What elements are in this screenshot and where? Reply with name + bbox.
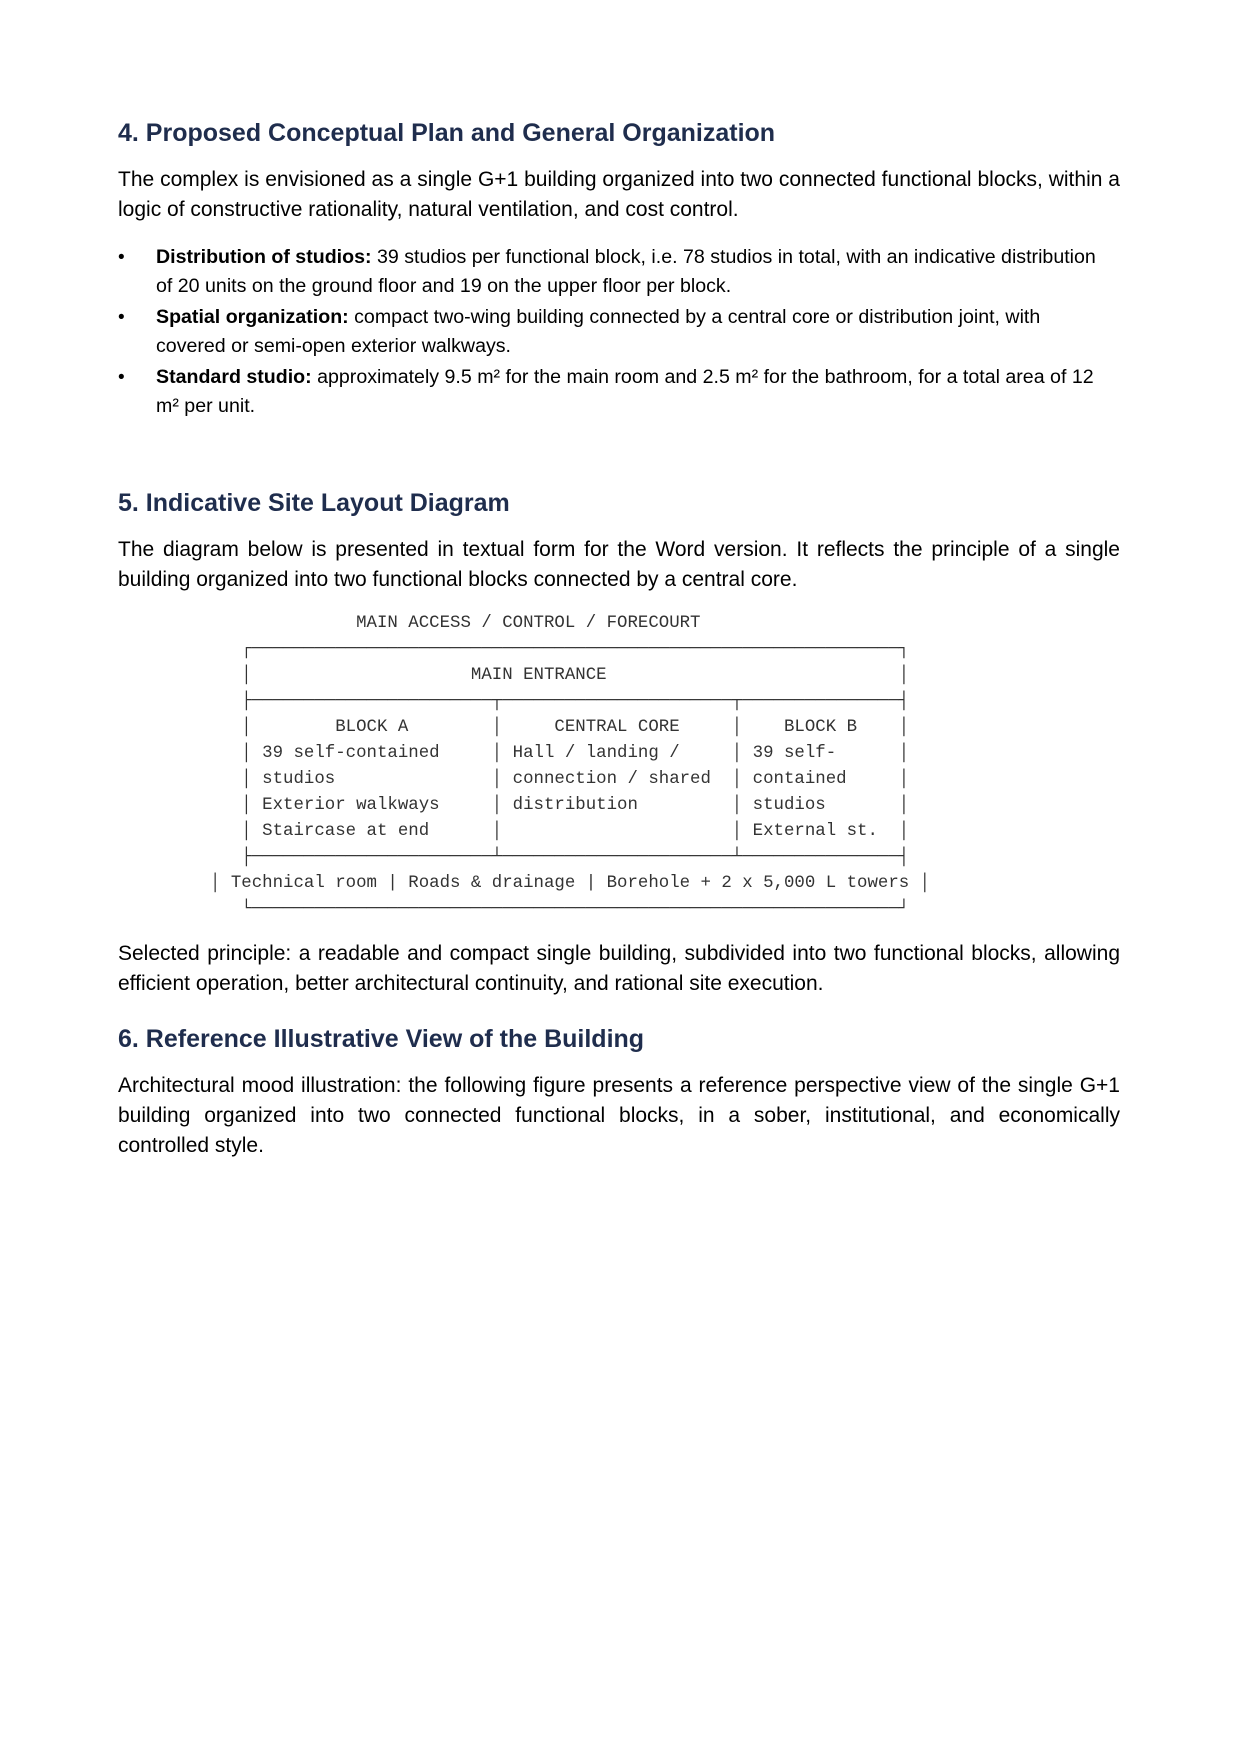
bullet-label: Standard studio:	[156, 366, 312, 388]
diagram-line: │ BLOCK A │ CENTRAL CORE │ BLOCK B │	[210, 718, 910, 737]
bullet-dot-icon: •	[118, 307, 125, 328]
section-4-heading: 4. Proposed Conceptual Plan and General Organization	[118, 119, 776, 147]
bullet-item	[118, 303, 1120, 361]
bullet-label: Distribution of studios:	[156, 246, 372, 268]
bullet-dot-icon: •	[118, 247, 125, 268]
diagram-line: │ Exterior walkways │ distribution │ studios │	[210, 796, 910, 815]
section-6-heading: 6. Reference Illustrative View of the Building	[118, 1025, 645, 1053]
section-4-intro: The complex is envisioned as a single G+1 building organized into two connected functional blocks, within a logic of constructive rationality, natural ventilation, and cost control.	[118, 168, 1120, 221]
site-layout-diagram	[210, 611, 930, 923]
bullet-text: 39 studios per functional block, i.e. 78 studios in total, with an indicative distribution of 20 units on the ground floor and 19 on the upper floor per block.	[156, 246, 1096, 297]
diagram-line: ┌──────────────────────────────────────────────────────────────┐	[210, 640, 910, 659]
bullet-label: Spatial organization:	[156, 306, 349, 328]
diagram-line: │ MAIN ENTRANCE │	[210, 666, 910, 685]
section-4-bullet-list	[118, 243, 1120, 423]
bullet-item	[118, 363, 1120, 421]
diagram-line: │ Staircase at end │ │ External st. │	[210, 822, 910, 841]
diagram-line: MAIN ACCESS / CONTROL / FORECOURT	[210, 614, 701, 633]
diagram-line: └──────────────────────────────────────────────────────────────┘	[210, 900, 910, 919]
section-5-conclusion: Selected principle: a readable and compact single building, subdivided into two functional blocks, allowing efficient operation, better architectural continuity, and rational site execution.	[118, 942, 1120, 995]
bullet-item	[118, 243, 1120, 301]
bullet-text: compact two-wing building connected by a central core or distribution joint, with covered or semi-open exterior walkways.	[156, 306, 1041, 357]
bullet-text: approximately 9.5 m² for the main room and 2.5 m² for the bathroom, for a total area of 12 m² per unit.	[156, 366, 1094, 417]
diagram-line: ├───────────────────────┴──────────────────────┴───────────────┤	[210, 848, 910, 867]
section-5-heading: 5. Indicative Site Layout Diagram	[118, 489, 510, 517]
diagram-line: ├───────────────────────┬──────────────────────┬───────────────┤	[210, 692, 910, 711]
bullet-dot-icon: •	[118, 367, 125, 388]
diagram-line: │ 39 self-contained │ Hall / landing / │ 39 self- │	[210, 744, 910, 763]
section-6-intro: Architectural mood illustration: the following figure presents a reference perspective view of the single G+1 building organized into two connected functional blocks, in a sober, institutional, and economically controlled style.	[118, 1074, 1120, 1157]
diagram-line: │ Technical room | Roads & drainage | Borehole + 2 x 5,000 L towers │	[210, 874, 931, 893]
section-5-intro: The diagram below is presented in textual form for the Word version. It reflects the principle of a single building organized into two functional blocks connected by a central core.	[118, 538, 1120, 591]
diagram-line: │ studios │ connection / shared │ contained │	[210, 770, 910, 789]
